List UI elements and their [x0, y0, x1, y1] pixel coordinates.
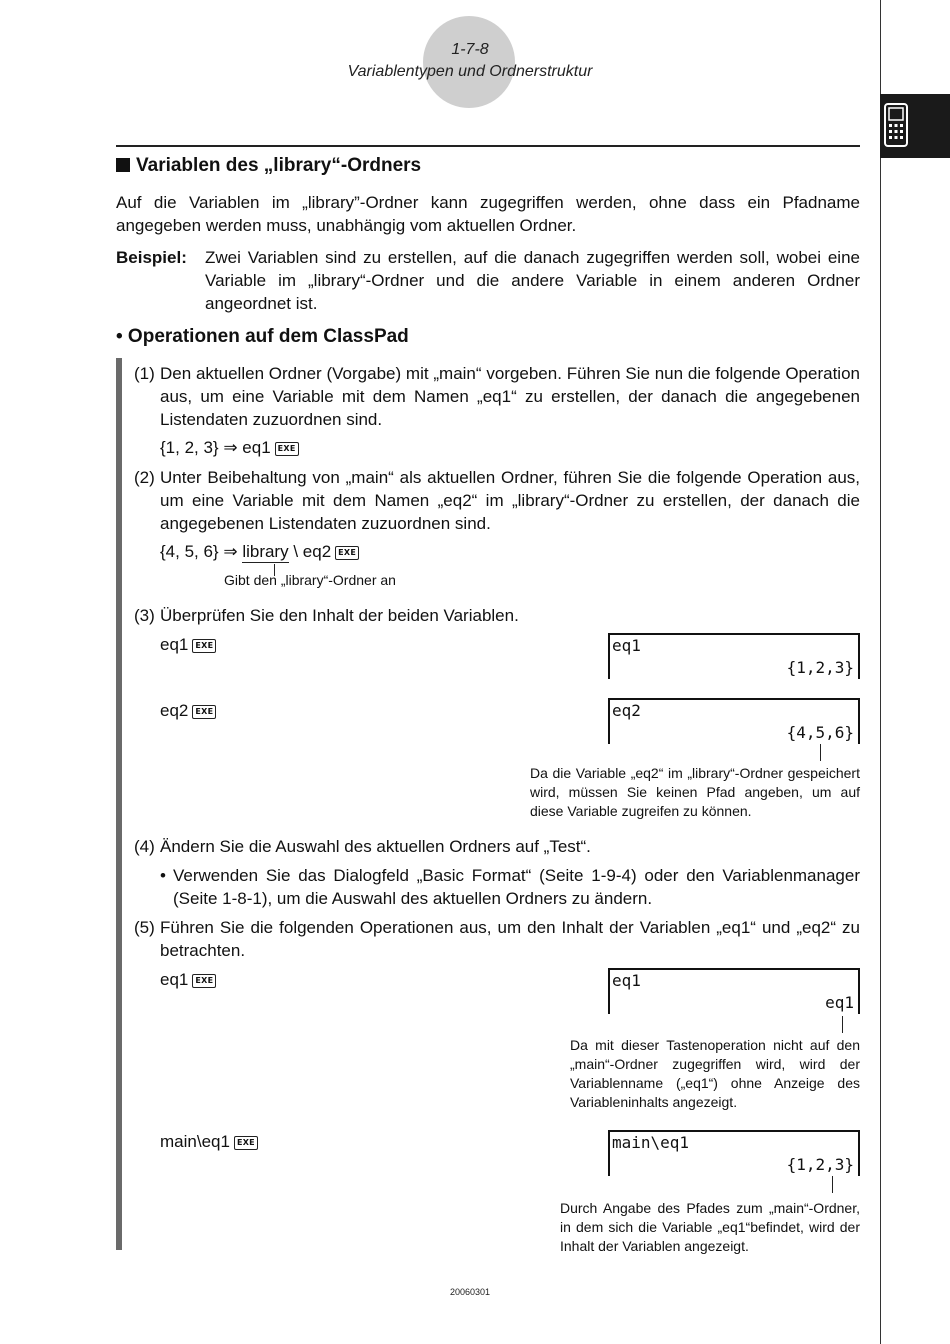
step-2-input-suffix: \ eq2: [288, 542, 332, 561]
square-bullet-icon: [116, 158, 130, 172]
exe-key-icon: EXE: [192, 974, 216, 988]
step-2-input-prefix: {4, 5, 6} ⇒: [160, 542, 243, 561]
screen-line-input: eq1: [612, 636, 641, 655]
step-3-number: (3): [134, 606, 155, 625]
section-title: [116, 155, 421, 177]
screen-line-input: main\eq1: [612, 1133, 690, 1152]
exe-key-icon: EXE: [335, 546, 359, 560]
step-5-input-main-eq1-text: main\eq1: [160, 1132, 230, 1151]
step-2-text: Unter Beibehaltung von „main“ als aktuellen Ordner, führen Sie die folgende Operation aus, um eine Variable mit dem Namen „eq2“ im „library“-Ordner zu erstellen, der danach die angegebenen Listendaten zuzuordnen sind.: [160, 468, 860, 533]
chapter-title: Variablentypen und Ordnerstruktur: [347, 63, 593, 80]
example-label: Beispiel:: [116, 248, 187, 267]
screen-line-input: eq1: [612, 971, 641, 990]
section-rule: [116, 145, 860, 147]
step-4-bullet-text: Verwenden Sie das Dialogfeld „Basic Format“ (Seite 1-9-4) oder den Variablenmanager (Seite 1-8-1), um die Auswahl des aktuellen Ordners zu ändern.: [173, 866, 860, 908]
screen-line-input: eq2: [612, 701, 641, 720]
example-text: Zwei Variablen sind zu erstellen, auf die danach zugegriffen werden soll, wobei eine Variable im „library“-Ordner und die andere Variable in einem anderen Ordner angeordnet ist.: [205, 248, 860, 313]
step-3-note: Da die Variable „eq2“ im „library“-Ordner gespeichert wird, müssen Sie keinen Pfad angeben, um auf diese Variable zugreifen zu können.: [530, 765, 860, 819]
step-3-input-eq1: [160, 633, 216, 656]
step-1-text: Den aktuellen Ordner (Vorgabe) mit „main“ vorgeben. Führen Sie nun die folgende Operation aus, um eine Variable mit dem Namen „eq1“ zu erstellen, der danach die angegebenen Listendaten zuzuordnen sind.: [160, 364, 860, 429]
step-4-text: Ändern Sie die Auswahl des aktuellen Ordners auf „Test“.: [160, 837, 591, 856]
library-callout: Gibt den „library“-Ordner an: [224, 572, 396, 588]
calculator-icon: [884, 103, 908, 147]
step-3-text: Überprüfen Sie den Inhalt der beiden Variablen.: [160, 606, 519, 625]
screen-line-output: eq1: [825, 993, 854, 1012]
note-leader-line: [842, 1016, 843, 1033]
procedure-sidebar-bar: [116, 358, 122, 1250]
step-2-input: [160, 540, 359, 563]
footer-code: 20060301: [449, 1287, 491, 1297]
step-5-note-1: Da mit dieser Tastenoperation nicht auf den „main“-Ordner zugegriffen wird, wird der Variablenname („eq1“) ohne Anzeige des Variableninhalts angezeigt.: [570, 1037, 860, 1110]
step-3-input-eq2: [160, 699, 216, 722]
screen-eq1-result: [608, 633, 860, 679]
page-number: 1-7-8: [451, 41, 489, 58]
exe-key-icon: EXE: [192, 639, 216, 653]
step-4-bullet: •: [160, 866, 166, 885]
screen-line-output: {1,2,3}: [786, 1155, 854, 1174]
step-5-number: (5): [134, 918, 155, 937]
step-3-input-eq2-text: eq2: [160, 701, 189, 720]
step-2-number: (2): [134, 468, 155, 487]
section-title-text: Variablen des „library“-Ordners: [136, 155, 422, 176]
note-leader-line: [820, 744, 821, 761]
step-2-input-library: library: [242, 542, 289, 561]
step-5-input-eq1-text: eq1: [160, 970, 189, 989]
step-5-text: Führen Sie die folgenden Operationen aus, um den Inhalt der Variablen „eq1“ und „eq2“ zu betrachten.: [160, 918, 860, 960]
step-5-input-eq1: [160, 968, 216, 991]
step-5-note-2: Durch Angabe des Pfades zum „main“-Ordner, in dem sich die Variable „eq1“befindet, wird der Inhalt der Variablen angezeigt.: [560, 1200, 860, 1254]
step-1-number: (1): [134, 364, 155, 383]
step-3-input-eq1-text: eq1: [160, 635, 189, 654]
screen-eq2-result: [608, 698, 860, 744]
step-1-input-text: {1, 2, 3} ⇒ eq1: [160, 438, 271, 457]
step-5-input-main-eq1: [160, 1130, 258, 1153]
screen-line-output: {1,2,3}: [786, 658, 854, 677]
exe-key-icon: EXE: [275, 442, 299, 456]
note-leader-line: [832, 1176, 833, 1193]
screen-eq1-name-result: [608, 968, 860, 1014]
screen-line-output: {4,5,6}: [786, 723, 854, 742]
page-number-circle: [423, 16, 515, 108]
screen-main-eq1-result: [608, 1130, 860, 1176]
operations-title: • Operationen auf dem ClassPad: [116, 326, 409, 347]
step-4-number: (4): [134, 837, 155, 856]
intro-paragraph: Auf die Variablen im „library”-Ordner kann zugegriffen werden, ohne dass ein Pfadname angegeben werden muss, unabhängig vom aktuellen Ordner.: [116, 193, 860, 235]
exe-key-icon: EXE: [234, 1136, 258, 1150]
exe-key-icon: EXE: [192, 705, 216, 719]
right-margin-rule: [880, 0, 881, 1344]
step-1-input: [160, 436, 299, 459]
